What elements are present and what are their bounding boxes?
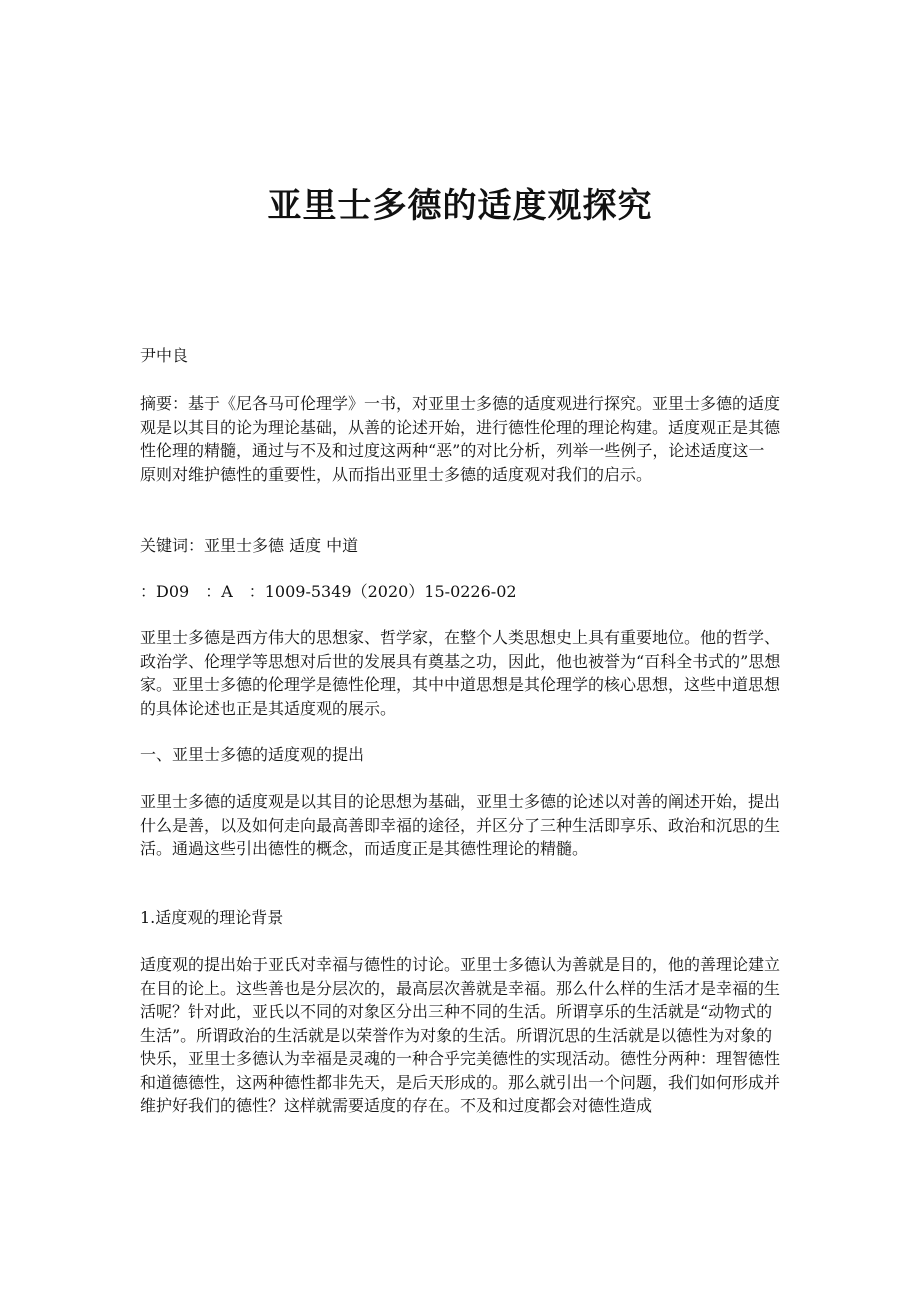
section-paragraph: 亚里士多德的适度观是以其目的论思想为基础，亚里士多德的论述以对善的阐述开始，提出什么是善，以及如何走向最高善即幸福的途径，并区分了三种生活即享乐、政治和沉思的生活。通過这些引出德性的概念，而适度正是其德性理论的精髓。 (140, 792, 781, 858)
author-name: 尹中良 (140, 346, 189, 365)
document-title: 亚里士多德的适度观探究 (267, 186, 653, 226)
subsection-heading: 1.适度观的理论背景 (140, 908, 284, 927)
abstract-paragraph: 摘要：基于《尼各马可伦理学》一书，对亚里士多德的适度观进行探究。亚里士多德的适度观是以其目的论为理论基础，从善的论述开始，进行德性伦理的理论构建。适度观正是其德性伦理的精髓，通过与不及和过度这两种“恶”的对比分析，列举一些例子，论述适度这一原则对维护德性的重要性，从而指出亚里士多德的适度观对我们的启示。 (140, 394, 781, 484)
keywords-line: 关键词：亚里士多德 适度 中道 (140, 536, 359, 555)
intro-paragraph: 亚里士多德是西方伟大的思想家、哲学家，在整个人类思想史上具有重要地位。他的哲学、政治学、伦理学等思想对后世的发展具有奠基之功，因此，他也被誉为“百科全书式的”思想家。亚里士多德的伦理学是德性伦理，其中中道思想是其伦理学的核心思想，这些中道思想的具体论述也正是其适度观的展示。 (140, 628, 781, 718)
section-heading: 一、亚里士多德的适度观的提出 (140, 745, 365, 764)
subsection-paragraph: 适度观的提出始于亚氏对幸福与德性的讨论。亚里士多德认为善就是目的，他的善理论建立在目的论上。这些善也是分层次的，最高层次善就是幸福。那么什么样的生活才是幸福的生活呢？针对此，亚氏以不同的对象区分出三种不同的生活。所谓享乐的生活就是“动物式的生活”。所谓政治的生活就是以荣誉作为对象的生活。所谓沉思的生活就是以德性为对象的快乐，亚里士多德认为幸福是灵魂的一种合乎完美德性的实现活动。德性分两种：理智德性和道德德性，这两种德性都非先天，是后天形成的。那么就引出一个问题，我们如何形成并维护好我们的德性？这样就需要适度的存在。不及和过度都会对德性造成 (140, 955, 781, 1115)
classification-line: ：D09 ：A ：1009-5349（2020）15-0226-02 (140, 582, 517, 601)
